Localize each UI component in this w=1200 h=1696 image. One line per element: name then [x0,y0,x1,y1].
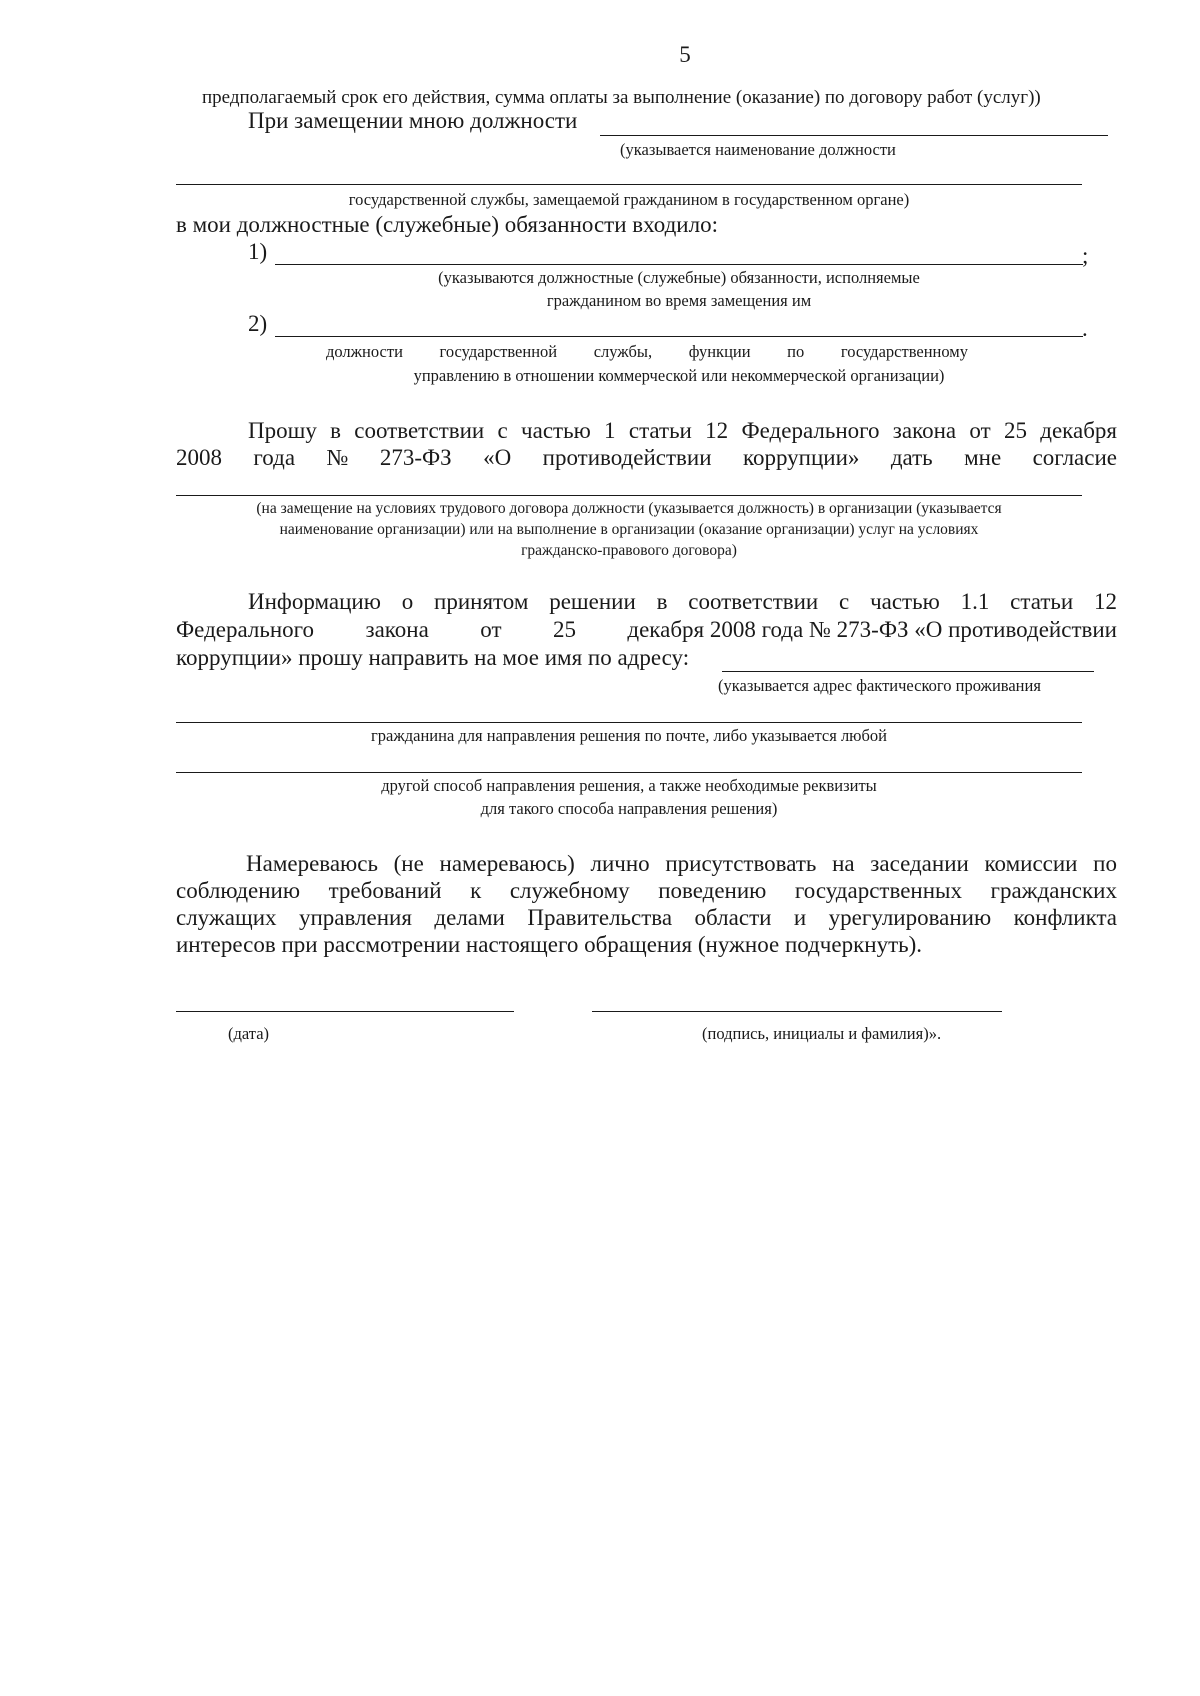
intent-line-4: интересов при рассмотрении настоящего обращения (нужное подчеркнуть). [176,932,923,957]
duty-1-end: ; [1082,243,1089,268]
address-hint-4: для такого способа направления решения) [480,799,778,818]
request-word: дать [890,445,933,470]
info-line-2 [176,617,1117,643]
info-word: от [480,617,502,642]
request-hint-2: наименование организации) или на выполнение в организации (оказание организации) услуг на условиях [279,521,979,538]
request-word: мне [964,445,1002,470]
date-field-line[interactable] [176,1011,514,1012]
signature-field-line[interactable] [592,1011,1002,1012]
duty-2-field-line[interactable] [275,336,1083,337]
address-hint-2: гражданина для направления решения по почте, либо указывается любой [371,726,887,745]
request-word: противодействии [542,445,712,470]
address-hint-3: другой способ направления решения, а также необходимые реквизиты [381,776,877,795]
position-field-line-2[interactable] [176,184,1082,185]
info-word: закона [365,617,429,642]
request-line-1: Прошу в соответствии с частью 1 статьи 12 Федерального закона от 25 декабря [248,418,1117,443]
address-field-line-3[interactable] [176,772,1082,773]
info-word: 25 [552,617,576,642]
duty-2-number: 2) [248,311,268,336]
duties-hint-1: (указываются должностные (служебные) обязанности, исполняемые [438,268,920,287]
duties-hint-4: управлению в отношении коммерческой или некоммерческой организации) [413,366,945,385]
intent-line-2: соблюдению требований к служебному поведению государственных гражданских [176,878,1117,903]
request-field-line[interactable] [176,495,1082,496]
page-number: 5 [679,42,691,67]
request-hint-1: (на замещение на условиях трудового договора должности (указывается должность) в организации (указывается [256,500,1002,517]
position-hint-2: государственной службы, замещаемой гражданином в государственном органе) [348,190,910,209]
info-word: Федерального [176,617,315,642]
duty-1-number: 1) [248,239,268,264]
request-word: года [253,445,296,470]
request-word: «О [483,445,512,470]
request-hint-3: гражданско-правового договора) [521,542,737,559]
info-word: декабря 2008 года № 273-ФЗ «О противодействии [627,617,1117,642]
info-line-3: коррупции» прошу направить на мое имя по адресу: [176,645,690,670]
duty-1-field-line[interactable] [275,264,1083,265]
position-label: При замещении мною должности [248,108,578,133]
signature-label: (подпись, инициалы и фамилия)». [702,1024,942,1043]
request-word: № [326,445,349,470]
request-line-2 [176,445,1117,471]
info-line-1: Информацию о принятом решении в соответствии с частью 1.1 статьи 12 [248,589,1117,614]
address-hint-1: (указывается адрес фактического проживания [718,676,1041,695]
request-word: 273-ФЗ [379,445,452,470]
duties-label: в мои должностные (служебные) обязанности входило: [176,212,718,237]
duty-2-end: . [1082,316,1088,341]
request-word: коррупции» [742,445,860,470]
position-hint-1: (указывается наименование должности [620,140,896,159]
address-field-line-2[interactable] [176,722,1082,723]
address-field-line[interactable] [722,671,1094,672]
intro-line: предполагаемый срок его действия, сумма оплаты за выполнение (оказание) по договору работ (услуг)) [202,87,1041,108]
request-word: 2008 [176,445,222,470]
position-field-line[interactable] [600,135,1108,136]
request-word: согласие [1032,445,1117,470]
intent-line-3: служащих управления делами Правительства области и урегулированию конфликта [176,905,1117,930]
duties-hint-3: должности государственной службы, функции по государственному [326,342,968,361]
date-label: (дата) [228,1024,270,1043]
intent-line-1: Намереваюсь (не намереваюсь) лично присутствовать на заседании комиссии по [246,851,1117,876]
duties-hint-2: гражданином во время замещения им [546,291,812,310]
